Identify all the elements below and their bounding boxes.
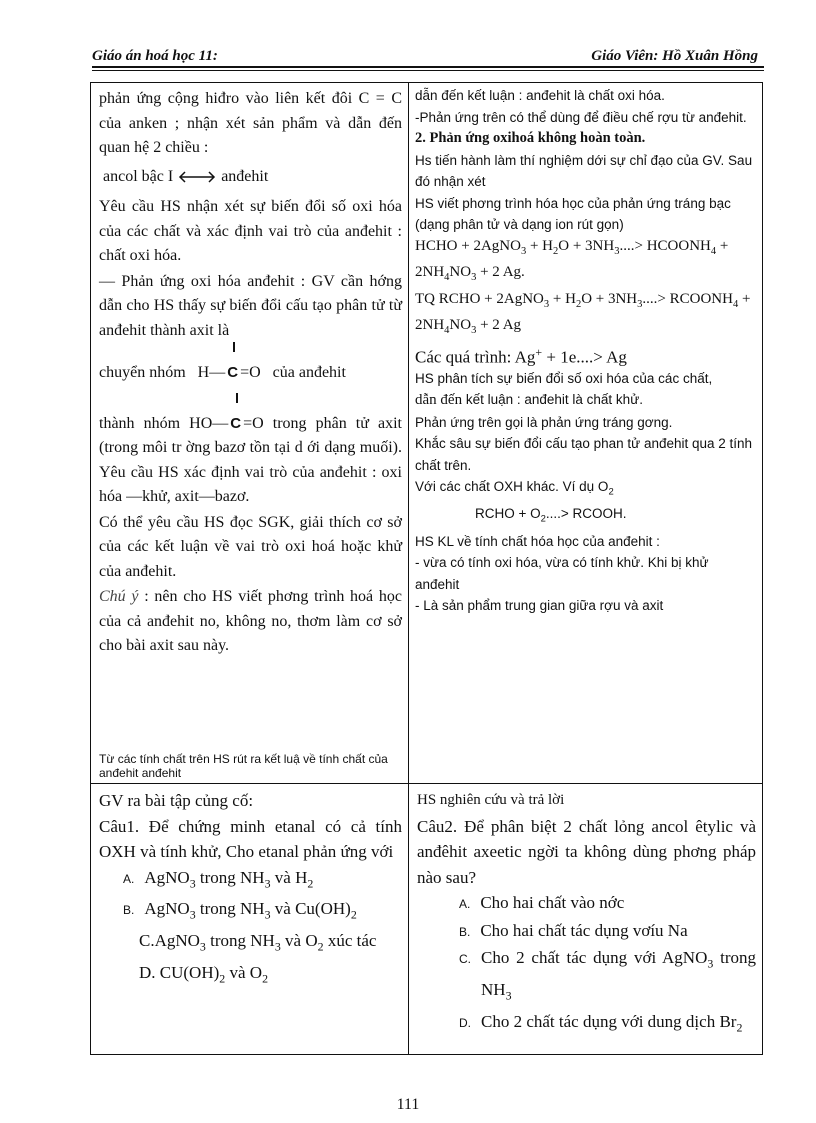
section-heading: 2. Phản ứng oxihoá không hoàn toàn. bbox=[415, 130, 646, 146]
paragraph: dẫn đến kết luận : anđehit là chất khử. bbox=[415, 392, 643, 409]
paragraph: — Phản ứng oxi hóa anđehit : GV cần hớng dẫn cho HS thấy sự biến đổi cấu tạo phân tử từ anđehit thành axit là bbox=[99, 272, 402, 339]
table-row bbox=[91, 83, 763, 784]
paragraph: Yêu cầu HS nhận xét sự biến đổi số oxi hóa của các chất và xác định vai trò của anđehit : chất oxi hóa. bbox=[99, 198, 402, 264]
paragraph: dẫn đến kết luận : anđehit là chất oxi hóa. bbox=[415, 88, 665, 103]
paragraph: - Là sản phẩm trung gian giữa rợu và axit bbox=[415, 598, 664, 614]
option-a: A. AgNO$_3$ trong $NH_3$ và $H_2$ bbox=[123, 867, 314, 890]
paragraph: - vừa có tính oxi hóa, vừa có tính khử. Khi bị khử anđehit bbox=[415, 555, 709, 592]
paragraph: HS phân tích sự biến đổi số oxi hóa của các chất, bbox=[415, 370, 713, 386]
paragraph: HS viết phơng trình hóa học của phản ứng tráng bạc (dạng phân tử và dạng ion rút gọn) bbox=[415, 195, 731, 232]
bond-line bbox=[233, 342, 235, 352]
double-arrow-icon bbox=[177, 171, 217, 183]
page-header bbox=[92, 46, 764, 68]
paragraph: Phản ứng trên gọi là phản ứng tráng gơng. bbox=[415, 414, 673, 430]
carboxyl-carbon: C bbox=[228, 412, 243, 437]
equation: Các quá trình: Ag+ + 1e....> Ag bbox=[415, 344, 627, 367]
equation: HCHO + 2AgNO$_3$ + $H_2O + 3NH_3....>$ $HCOONH_4 + 2NH_4NO_3 + 2$ Ag. bbox=[415, 237, 729, 283]
paragraph: Hs tiến hành làm thí nghiệm dới sự chỉ đạo của GV. Sau đó nhận xét bbox=[415, 152, 753, 189]
equation: TQ RCHO + 2AgNO$_3$ + $H_2O + 3NH_3....>$ $RCOONH_4 + 2NH_4NO_3 + 2$ Ag bbox=[415, 290, 751, 336]
equation: RCHO + $O_2....>$ RCOOH. bbox=[475, 506, 627, 526]
paragraph: Chú ý : nên cho HS viết phơng trình hoá học của cả anđehit no, không no, thơm làm cơ sở cho bài axit sau này. bbox=[99, 588, 402, 654]
option-c: C. Cho 2 chất tác dụng với AgNO$_3$ trong $NH_3$ bbox=[459, 948, 756, 1003]
paragraph: HS KL về tính chất hóa học của anđehit : bbox=[415, 533, 660, 549]
header-rule bbox=[92, 70, 764, 71]
option-d: D. $CU(OH)_2$ và $O_2$ bbox=[139, 963, 269, 986]
lesson-table bbox=[90, 82, 763, 1055]
exercise-cell-right bbox=[409, 784, 763, 1055]
option-b: B. Cho hai chất tác dụng vơíu Na bbox=[459, 920, 688, 940]
student-activity-cell bbox=[409, 83, 763, 784]
exercise-title: GV ra bài tập củng cố: bbox=[99, 791, 254, 810]
carbonyl-carbon: C bbox=[225, 361, 240, 386]
header-right: Giáo Viên: Hồ Xuân Hồng bbox=[591, 48, 758, 64]
question-text: Câu2. Để phân biệt 2 chất lỏng ancol êtylic và anđêhit axeetic ngời ta không dùng phơng pháp nào sau? bbox=[417, 816, 756, 887]
paragraph: thành nhóm HO— C =O trong phân tử axit (trong môi tr ờng bazơ tồn tại d ới dạng muối). Yêu cầu HS xác định vai trò của anđehit : oxi hóa —khử, axit—bazơ. bbox=[99, 412, 402, 510]
option-c: C.AgNO$_3$ trong $NH_3$ và $O_2$ xúc tác bbox=[139, 931, 377, 954]
paragraph: Khắc sâu sự biến đổi cấu tạo phan tử anđehit qua 2 tính chất trên. bbox=[415, 436, 753, 473]
exercise-cell-left bbox=[91, 784, 409, 1055]
question-text: Câu1. Để chứng minh etanal có cả tính OXH và tính khử, Cho etanal phản ứng với bbox=[99, 816, 402, 861]
conclusion-note: Từ các tính chất trên HS rút ra kết luậ về tính chất của anđehit anđehit bbox=[99, 752, 388, 780]
option-d: D. Cho 2 chất tác dụng với dung dịch $Br_2$ bbox=[459, 1011, 743, 1035]
option-b: B. AgNO$_3$ trong $NH_3$ và $Cu(OH)_2$ bbox=[123, 899, 357, 922]
paragraph: chuyển nhóm H— C =O của anđehit bbox=[99, 361, 402, 386]
page-number: 111 bbox=[396, 1096, 420, 1113]
relation-line: ancol bậc I anđehit bbox=[103, 167, 269, 185]
paragraph: phản ứng cộng hiđro vào liên kết đôi C = C của anken ; nhận xét sản phẩm và dẫn đến quan hệ 2 chiều : bbox=[99, 90, 402, 156]
paragraph: Với các chất OXH khác. Ví dụ $O_2$ bbox=[415, 479, 614, 498]
header-left: Giáo án hoá học 11: bbox=[92, 48, 218, 64]
paragraph: Có thể yêu cầu HS đọc SGK, giải thích cơ sở của các kết luận về vai trò oxi hoá hoặc khử của anđehit. bbox=[99, 513, 402, 580]
option-a: A. Cho hai chất vào nớc bbox=[459, 893, 625, 912]
bond-line bbox=[236, 393, 238, 403]
table-row bbox=[91, 784, 763, 1055]
teacher-activity-cell bbox=[91, 83, 409, 784]
paragraph: -Phản ứng trên có thể dùng để điều chế rợu từ anđehit. bbox=[415, 109, 747, 125]
exercise-title: HS nghiên cứu và trả lời bbox=[417, 792, 565, 808]
